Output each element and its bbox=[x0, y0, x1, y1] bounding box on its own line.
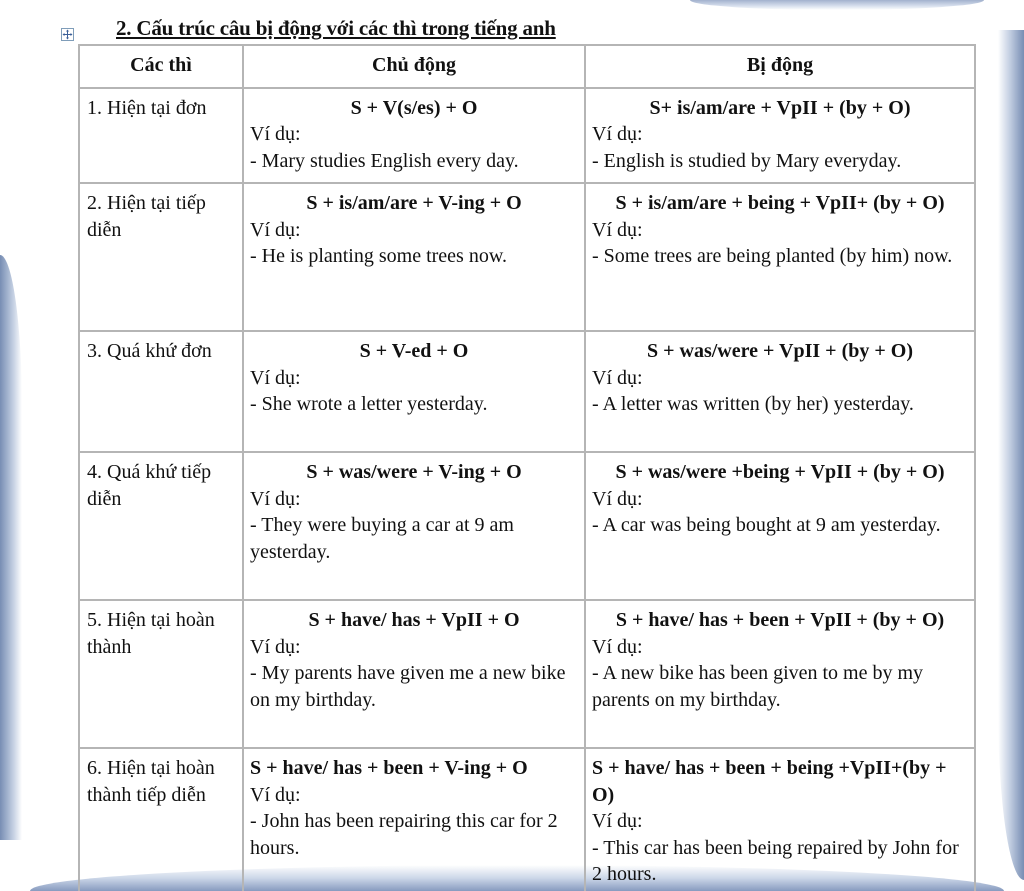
passive-cell bbox=[585, 331, 975, 452]
passive-formula: S + is/am/are + being + VpII+ (by + O) bbox=[615, 192, 945, 214]
example-label: Ví dụ: bbox=[250, 783, 301, 806]
active-example: - They were buying a car at 9 am yesterday. bbox=[250, 514, 514, 563]
example-label: Ví dụ: bbox=[592, 218, 643, 241]
passive-formula: S+ is/am/are + VpII + (by + O) bbox=[649, 96, 911, 119]
active-cell bbox=[243, 748, 585, 891]
table-row bbox=[79, 88, 975, 184]
table-move-handle-icon[interactable] bbox=[61, 28, 74, 41]
tense-cell: 5. Hiện tại hoàn thành bbox=[79, 600, 243, 748]
table-row bbox=[79, 452, 975, 600]
table-row bbox=[79, 331, 975, 452]
active-cell bbox=[243, 331, 585, 452]
active-example: - John has been repairing this car for 2 hours. bbox=[250, 810, 558, 859]
passive-formula: S + have/ has + been + being +VpII+(by + O) bbox=[592, 757, 947, 806]
example-label: Ví dụ: bbox=[250, 366, 301, 389]
tense-cell: 6. Hiện tại hoàn thành tiếp diễn bbox=[79, 748, 243, 891]
active-example: - My parents have given me a new bike on my birthday. bbox=[250, 662, 566, 711]
passive-cell bbox=[585, 600, 975, 748]
page-curl-top bbox=[690, 0, 984, 10]
example-label: Ví dụ: bbox=[592, 366, 643, 389]
active-cell bbox=[243, 600, 585, 748]
example-label: Ví dụ: bbox=[592, 123, 643, 145]
page-curl-left bbox=[0, 255, 22, 840]
active-formula: S + have/ has + VpII + O bbox=[308, 609, 520, 631]
table-row bbox=[79, 183, 975, 331]
active-formula: S + V(s/es) + O bbox=[350, 96, 478, 119]
passive-cell bbox=[585, 183, 975, 331]
active-example: - She wrote a letter yesterday. bbox=[250, 393, 488, 415]
example-label: Ví dụ: bbox=[592, 487, 643, 510]
active-example: - He is planting some trees now. bbox=[250, 245, 507, 267]
passive-example: - This car has been being repaired by John for 2 hours. bbox=[592, 836, 959, 885]
passive-example: - A new bike has been given to me by my parents on my birthday. bbox=[592, 662, 924, 711]
passive-formula: S + was/were + VpII + (by + O) bbox=[647, 340, 913, 362]
passive-formula: S + have/ has + been + VpII + (by + O) bbox=[615, 609, 945, 631]
example-label: Ví dụ: bbox=[250, 487, 301, 510]
tense-cell: 2. Hiện tại tiếp diễn bbox=[79, 183, 243, 331]
passive-cell bbox=[585, 88, 975, 184]
passive-cell bbox=[585, 748, 975, 891]
active-formula: S + V-ed + O bbox=[359, 340, 469, 362]
active-cell bbox=[243, 88, 585, 184]
passive-cell bbox=[585, 452, 975, 600]
tense-cell: 3. Quá khứ đơn bbox=[79, 331, 243, 452]
table-row bbox=[79, 748, 975, 891]
active-example: - Mary studies English every day. bbox=[250, 149, 519, 172]
passive-example: - A car was being bought at 9 am yesterday. bbox=[592, 514, 941, 536]
example-label: Ví dụ: bbox=[592, 635, 643, 658]
example-label: Ví dụ: bbox=[250, 635, 301, 658]
header-tense: Các thì bbox=[79, 45, 243, 88]
passive-voice-table bbox=[78, 44, 976, 891]
passive-example: - A letter was written (by her) yesterday. bbox=[592, 393, 914, 415]
passive-example: - English is studied by Mary everyday. bbox=[592, 149, 902, 172]
example-label: Ví dụ: bbox=[250, 218, 301, 241]
active-formula: S + was/were + V-ing + O bbox=[306, 461, 522, 483]
tense-cell: 1. Hiện tại đơn bbox=[79, 88, 243, 184]
section-heading: 2. Cấu trúc câu bị động với các thì trong tiếng anh bbox=[116, 16, 556, 40]
table-row bbox=[79, 600, 975, 748]
active-cell bbox=[243, 452, 585, 600]
passive-example: - Some trees are being planted (by him) now. bbox=[592, 245, 953, 267]
example-label: Ví dụ: bbox=[250, 123, 301, 145]
active-formula: S + is/am/are + V-ing + O bbox=[306, 192, 522, 214]
passive-formula: S + was/were +being + VpII + (by + O) bbox=[615, 461, 945, 483]
header-passive: Bị động bbox=[585, 45, 975, 88]
tense-cell: 4. Quá khứ tiếp diễn bbox=[79, 452, 243, 600]
header-active: Chủ động bbox=[243, 45, 585, 88]
active-cell bbox=[243, 183, 585, 331]
active-formula: S + have/ has + been + V-ing + O bbox=[250, 757, 528, 779]
table-header-row bbox=[79, 45, 975, 88]
page-curl-right bbox=[998, 30, 1024, 880]
example-label: Ví dụ: bbox=[592, 810, 643, 832]
